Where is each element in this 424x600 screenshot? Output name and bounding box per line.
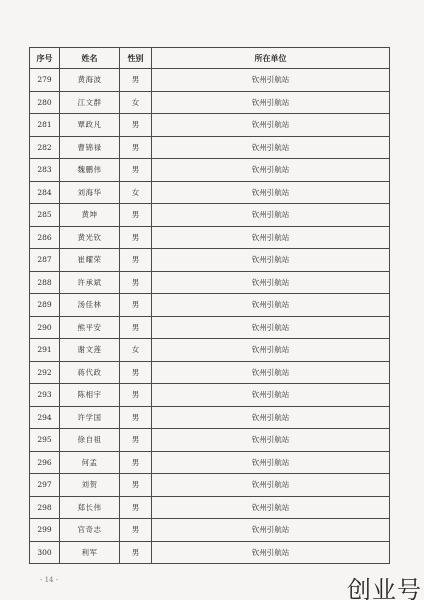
- cell-number: 295: [30, 429, 60, 452]
- roster-table: [29, 47, 390, 564]
- cell-name: 徐自祖: [60, 429, 120, 452]
- cell-unit: 钦州引航站: [152, 339, 390, 362]
- cell-gender: 男: [120, 204, 152, 227]
- cell-name: 黄海波: [60, 69, 120, 92]
- table-row: [30, 159, 390, 182]
- cell-name: 黄光钦: [60, 226, 120, 249]
- header-number: 序号: [30, 48, 60, 69]
- table-row: [30, 519, 390, 542]
- table-row: [30, 249, 390, 272]
- cell-number: 297: [30, 474, 60, 497]
- cell-number: 291: [30, 339, 60, 362]
- cell-name: 覃政凡: [60, 114, 120, 137]
- cell-unit: 钦州引航站: [152, 226, 390, 249]
- cell-number: 290: [30, 316, 60, 339]
- cell-gender: 男: [120, 294, 152, 317]
- cell-number: 286: [30, 226, 60, 249]
- cell-number: 284: [30, 181, 60, 204]
- cell-number: 281: [30, 114, 60, 137]
- cell-number: 296: [30, 451, 60, 474]
- table-row: [30, 474, 390, 497]
- cell-name: 曹锦禄: [60, 136, 120, 159]
- table-row: [30, 226, 390, 249]
- cell-gender: 男: [120, 406, 152, 429]
- header-unit: 所在单位: [152, 48, 390, 69]
- cell-unit: 钦州引航站: [152, 294, 390, 317]
- cell-gender: 男: [120, 541, 152, 564]
- cell-name: 魏鹏伟: [60, 159, 120, 182]
- cell-gender: 男: [120, 159, 152, 182]
- cell-unit: 钦州引航站: [152, 496, 390, 519]
- cell-unit: 钦州引航站: [152, 429, 390, 452]
- cell-number: 283: [30, 159, 60, 182]
- table-row: [30, 181, 390, 204]
- cell-gender: 女: [120, 91, 152, 114]
- cell-number: 292: [30, 361, 60, 384]
- cell-name: 官奇志: [60, 519, 120, 542]
- cell-name: 汤佳林: [60, 294, 120, 317]
- cell-gender: 男: [120, 496, 152, 519]
- header-gender: 性别: [120, 48, 152, 69]
- cell-name: 黄坤: [60, 204, 120, 227]
- cell-number: 288: [30, 271, 60, 294]
- table-row: [30, 114, 390, 137]
- table-row: [30, 91, 390, 114]
- cell-number: 282: [30, 136, 60, 159]
- table-row: [30, 429, 390, 452]
- table-row: [30, 384, 390, 407]
- cell-gender: 男: [120, 384, 152, 407]
- cell-name: 崔耀荣: [60, 249, 120, 272]
- cell-number: 300: [30, 541, 60, 564]
- cell-name: 利军: [60, 541, 120, 564]
- table-row: [30, 451, 390, 474]
- cell-unit: 钦州引航站: [152, 406, 390, 429]
- cell-unit: 钦州引航站: [152, 474, 390, 497]
- cell-gender: 男: [120, 316, 152, 339]
- table-row: [30, 541, 390, 564]
- cell-gender: 男: [120, 474, 152, 497]
- cell-gender: 男: [120, 69, 152, 92]
- cell-unit: 钦州引航站: [152, 204, 390, 227]
- cell-gender: 男: [120, 519, 152, 542]
- cell-unit: 钦州引航站: [152, 69, 390, 92]
- cell-name: 江文群: [60, 91, 120, 114]
- cell-name: 陈相宇: [60, 384, 120, 407]
- cell-number: 293: [30, 384, 60, 407]
- cell-unit: 钦州引航站: [152, 159, 390, 182]
- cell-gender: 女: [120, 339, 152, 362]
- cell-number: 289: [30, 294, 60, 317]
- table-header-row: [30, 48, 390, 69]
- cell-gender: 男: [120, 429, 152, 452]
- table-row: [30, 271, 390, 294]
- cell-number: 294: [30, 406, 60, 429]
- watermark: 创业号: [347, 576, 422, 600]
- header-name: 姓名: [60, 48, 120, 69]
- cell-name: 熊平安: [60, 316, 120, 339]
- table-row: [30, 339, 390, 362]
- table-row: [30, 204, 390, 227]
- cell-name: 谢文莲: [60, 339, 120, 362]
- cell-unit: 钦州引航站: [152, 316, 390, 339]
- table-row: [30, 136, 390, 159]
- cell-name: 许承斌: [60, 271, 120, 294]
- cell-gender: 男: [120, 136, 152, 159]
- cell-name: 蒋代政: [60, 361, 120, 384]
- cell-name: 许学国: [60, 406, 120, 429]
- cell-unit: 钦州引航站: [152, 181, 390, 204]
- cell-number: 299: [30, 519, 60, 542]
- cell-gender: 男: [120, 226, 152, 249]
- table-body: [30, 69, 390, 564]
- cell-unit: 钦州引航站: [152, 136, 390, 159]
- cell-gender: 女: [120, 181, 152, 204]
- cell-name: 刘海华: [60, 181, 120, 204]
- cell-unit: 钦州引航站: [152, 91, 390, 114]
- table-row: [30, 406, 390, 429]
- cell-gender: 男: [120, 114, 152, 137]
- cell-unit: 钦州引航站: [152, 451, 390, 474]
- cell-unit: 钦州引航站: [152, 384, 390, 407]
- table-row: [30, 361, 390, 384]
- cell-gender: 男: [120, 361, 152, 384]
- cell-unit: 钦州引航站: [152, 271, 390, 294]
- table-row: [30, 294, 390, 317]
- cell-unit: 钦州引航站: [152, 114, 390, 137]
- page-number: - 14 -: [40, 576, 59, 584]
- cell-gender: 男: [120, 249, 152, 272]
- table-row: [30, 316, 390, 339]
- cell-unit: 钦州引航站: [152, 249, 390, 272]
- table-row: [30, 69, 390, 92]
- cell-gender: 男: [120, 271, 152, 294]
- cell-unit: 钦州引航站: [152, 361, 390, 384]
- cell-name: 刘贺: [60, 474, 120, 497]
- table-row: [30, 496, 390, 519]
- cell-number: 287: [30, 249, 60, 272]
- cell-name: 郑长伟: [60, 496, 120, 519]
- cell-number: 285: [30, 204, 60, 227]
- cell-number: 298: [30, 496, 60, 519]
- cell-number: 279: [30, 69, 60, 92]
- cell-gender: 男: [120, 451, 152, 474]
- cell-unit: 钦州引航站: [152, 541, 390, 564]
- cell-number: 280: [30, 91, 60, 114]
- cell-name: 何孟: [60, 451, 120, 474]
- cell-unit: 钦州引航站: [152, 519, 390, 542]
